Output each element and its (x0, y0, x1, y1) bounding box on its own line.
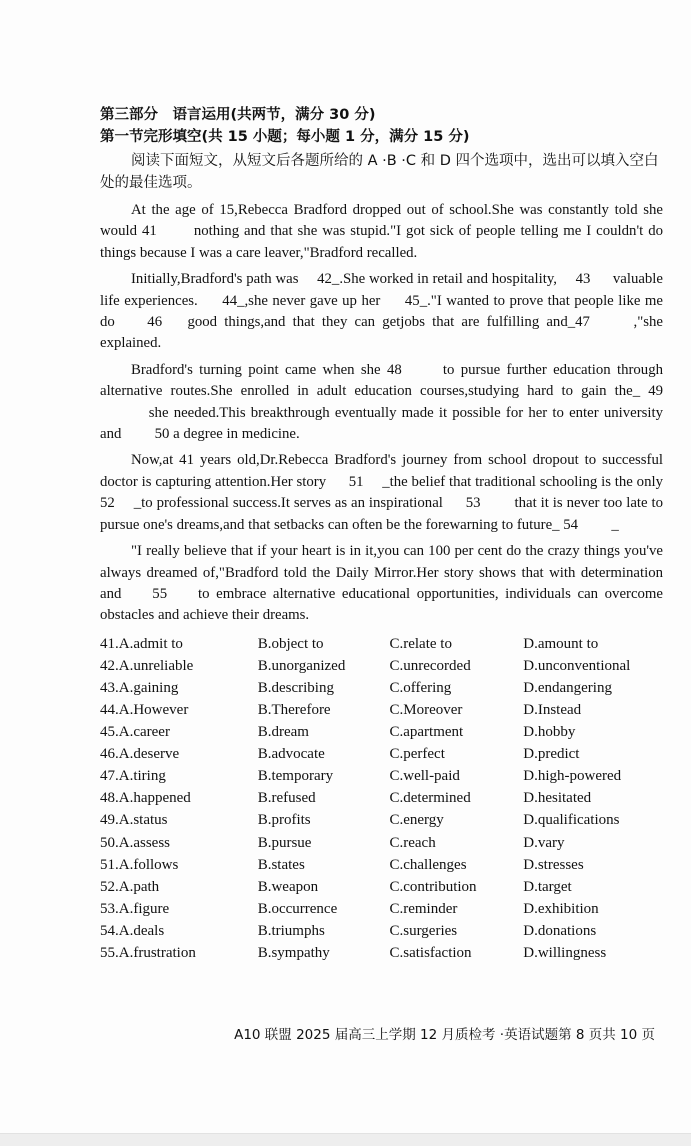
option-a: 54.A.deals (100, 922, 165, 939)
option-d: D.amount to (523, 635, 599, 652)
subsection-title: 第一节完形填空(共 15 小题；每小题 1 分，满分 15 分) (100, 129, 470, 145)
option-c: C.energy (389, 812, 444, 829)
option-d: D.hesitated (523, 790, 592, 807)
option-b: B.occurrence (257, 900, 338, 917)
option-a: 46.A.deserve (100, 746, 180, 763)
passage-paragraph: Bradford's turning point came when she 48 to pursue further education through alternative routes.She enrolled in adult education courses,studying hard to gain the_ 49 she needed.This breakthrough eventually made it possible for her to enter university and 50 a degree in medicine. (100, 361, 663, 443)
option-c: C.satisfaction (389, 945, 472, 962)
option-b: B.states (257, 856, 305, 873)
option-row (100, 942, 663, 964)
option-b: B.triumphs (257, 922, 325, 939)
option-row (100, 743, 663, 765)
option-c: C.surgeries (389, 922, 458, 939)
option-b: B.pursue (257, 834, 312, 851)
passage-paragraph: Now,at 41 years old,Dr.Rebecca Bradford's journey from school dropout to successful doctor is capturing attention.Her story 51 _the belief that traditional schooling is the only 52 _to professional success.It serves as an inspirational 53 that it is never too late to pursue one's dreams,and that setbacks can often be the forewarning to future_ 54 _ (100, 452, 663, 533)
option-d: D.qualifications (523, 812, 620, 829)
option-c: C.well-paid (389, 768, 460, 785)
option-row (100, 655, 663, 677)
option-row (100, 699, 663, 721)
option-a: 52.A.path (100, 878, 160, 895)
option-a: 43.A.gaining (100, 679, 179, 696)
option-row (100, 633, 663, 655)
page-content (100, 104, 663, 964)
option-a: 47.A.tiring (100, 768, 166, 785)
section-title: 第三部分 语言运用(共两节，满分 30 分) (100, 107, 376, 123)
option-a: 44.A.However (100, 702, 189, 718)
option-d: D.willingness (523, 945, 607, 962)
option-c: C.reminder (389, 900, 458, 917)
option-c: C.perfect (389, 746, 445, 763)
option-d: D.exhibition (523, 900, 599, 917)
option-row (100, 898, 663, 920)
option-row (100, 787, 663, 809)
option-a: 48.A.happened (100, 790, 191, 807)
passage-paragraph: "I really believe that if your heart is in it,you can 100 per cent do the crazy things you've always dreamed of,"Bradford told the Daily Mirror.Her story shows that with determination and 55 to embrace alternative educational opportunities, individuals can overcome obstacles and achieve their dreams. (100, 543, 663, 624)
option-d: D.target (523, 878, 572, 895)
option-b: B.sympathy (257, 945, 330, 962)
option-a: 50.A.assess (100, 834, 170, 851)
option-d: D.stresses (523, 856, 584, 873)
answer-options (100, 633, 663, 964)
option-c: C.Moreover (389, 702, 463, 718)
option-b: B.object to (257, 635, 324, 652)
passage-paragraph: Initially,Bradford's path was 42_.She worked in retail and hospitality, 43 valuable life experiences. 44_,she never gave up her 45_."I wanted to prove that people like me do 46 good things,and that they can getjobs that are fulfilling and_47 ,"she explained. (100, 271, 663, 352)
option-row (100, 765, 663, 787)
option-b: B.temporary (257, 768, 334, 785)
option-d: D.donations (523, 922, 597, 939)
page-footer: A10 联盟 2025 届高三上学期 12 月质检考 ·英语试题第 8 页共 10 页 (234, 1027, 655, 1043)
instruction-text: 阅读下面短文，从短文后各题所给的 A ·B ·C 和 D 四个选项中，选出可以填入空白处的最佳选项。 (100, 153, 659, 191)
option-b: B.advocate (257, 746, 325, 763)
option-c: C.challenges (389, 856, 467, 873)
option-d: D.unconventional (523, 657, 631, 674)
option-c: C.reach (389, 834, 436, 851)
option-b: B.dream (257, 724, 309, 741)
option-b: B.profits (257, 812, 311, 829)
option-c: C.unrecorded (389, 657, 471, 674)
option-c: C.offering (389, 679, 452, 696)
option-c: C.relate to (389, 635, 452, 652)
option-c: C.apartment (389, 724, 464, 741)
option-c: C.determined (389, 790, 471, 807)
option-d: D.vary (523, 834, 565, 851)
option-a: 51.A.follows (100, 856, 179, 873)
option-d: D.high-powered (523, 768, 622, 785)
option-b: B.Therefore (257, 702, 331, 718)
option-row (100, 809, 663, 831)
option-d: D.Instead (523, 702, 582, 718)
option-c: C.contribution (389, 878, 477, 895)
option-row (100, 920, 663, 942)
option-row (100, 677, 663, 699)
option-a: 55.A.frustration (100, 945, 196, 962)
option-row (100, 832, 663, 854)
option-b: B.describing (257, 679, 334, 696)
passage-paragraph: At the age of 15,Rebecca Bradford dropped out of school.She was constantly told she would 41 nothing and that she was stupid."I got sick of people telling me I couldn't do things because I was a care leaver,"Bradford recalled. (100, 202, 663, 261)
option-d: D.hobby (523, 724, 576, 741)
option-row (100, 854, 663, 876)
option-row (100, 876, 663, 898)
option-d: D.endangering (523, 679, 612, 696)
option-a: 42.A.unreliable (100, 657, 194, 674)
bottom-divider (0, 1133, 691, 1146)
option-row (100, 721, 663, 743)
option-a: 53.A.figure (100, 900, 170, 917)
option-a: 41.A.admit to (100, 635, 183, 652)
option-b: B.weapon (257, 878, 319, 895)
option-b: B.refused (257, 790, 316, 807)
option-d: D.predict (523, 746, 580, 763)
option-a: 45.A.career (100, 724, 170, 741)
option-b: B.unorganized (257, 657, 346, 674)
option-a: 49.A.status (100, 812, 168, 829)
